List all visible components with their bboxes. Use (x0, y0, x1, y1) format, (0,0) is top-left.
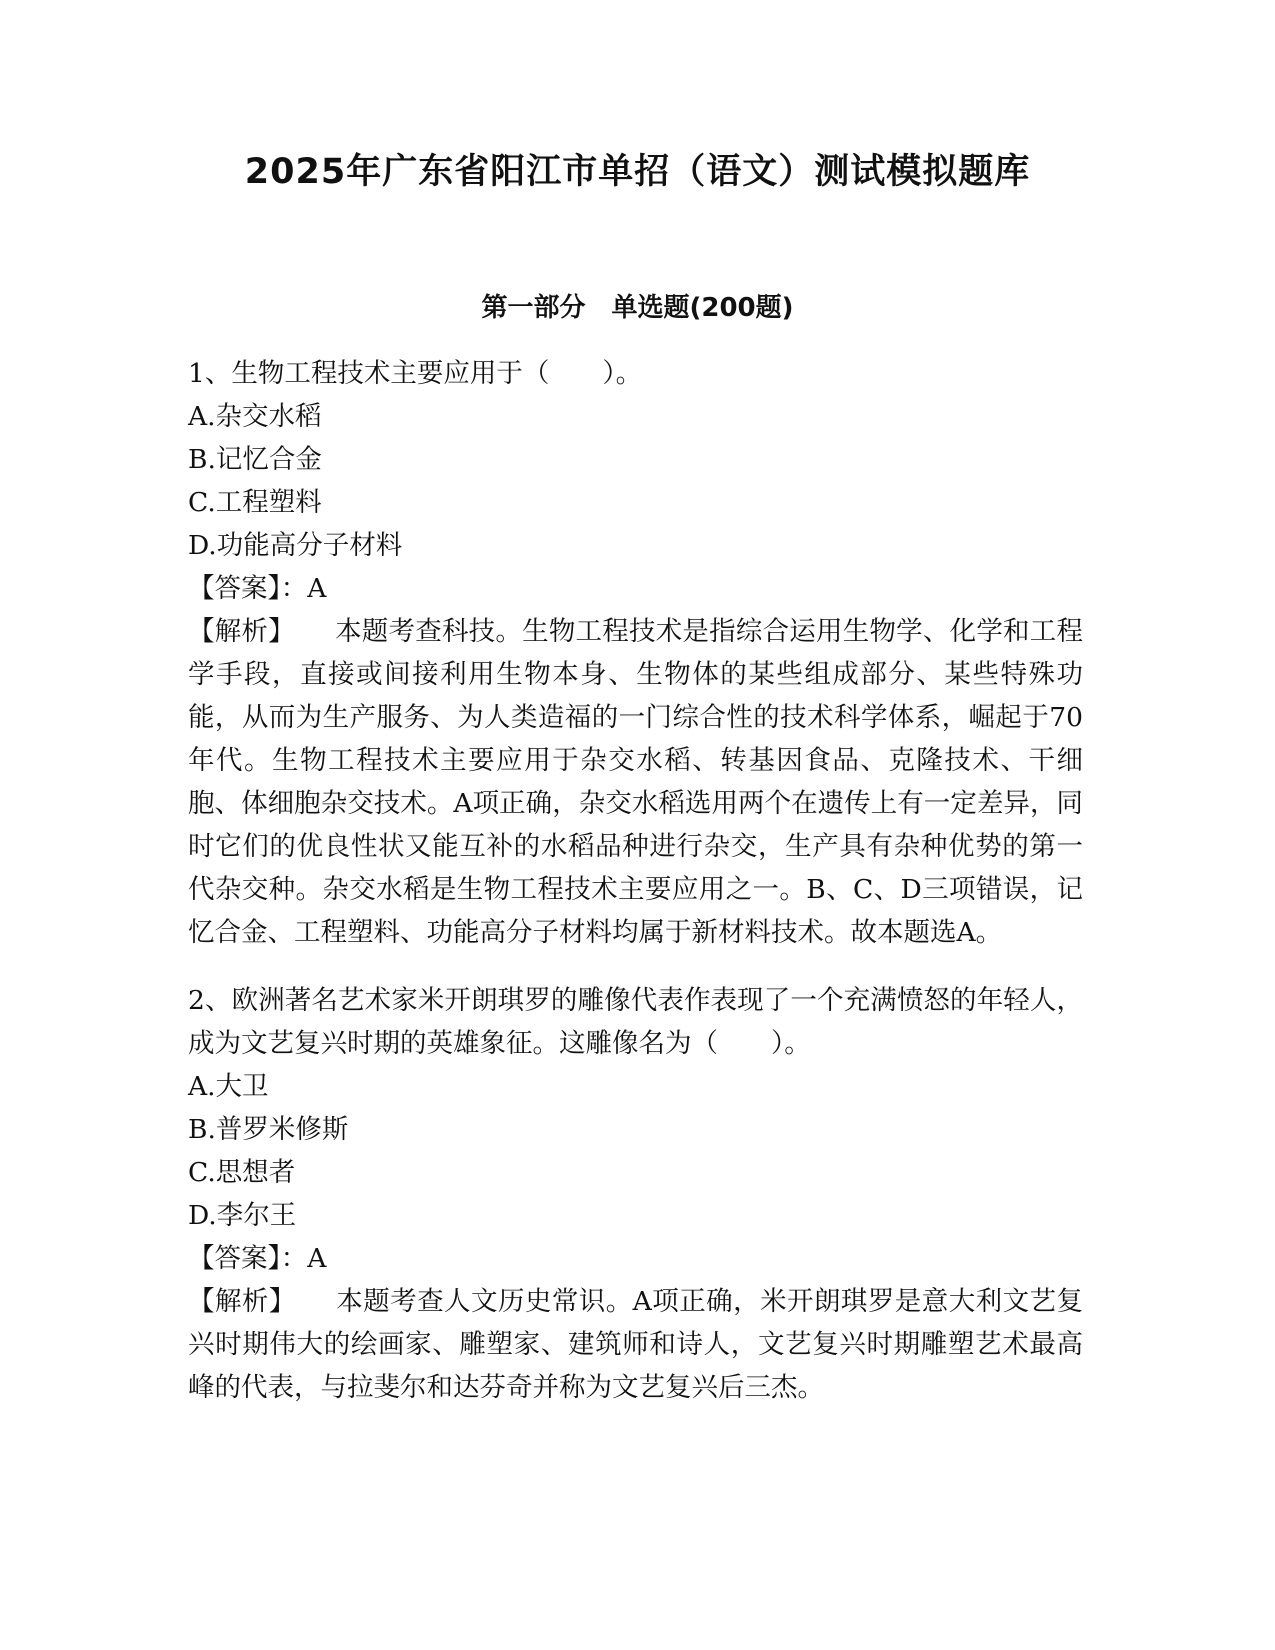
option-d: D.李尔王 (188, 1200, 297, 1231)
answer-line: 【答案】：A (188, 1243, 327, 1274)
question-stem: 1、生物工程技术主要应用于（ ）。 (188, 358, 643, 389)
option-c: C.思想者 (188, 1157, 296, 1188)
analysis-text: 本题考查人文历史常识。A项正确，米开朗琪罗是意大利文艺复兴时期伟大的绘画家、雕塑家、建筑师和诗人，文艺复兴时期雕塑艺术最高峰的代表，与拉斐尔和达芬奇并称为文艺复兴后三杰。 (188, 1286, 1083, 1403)
answer-line: 【答案】：A (188, 573, 327, 604)
analysis-label: 【解析】 (188, 616, 295, 647)
analysis-paragraph (188, 610, 1083, 954)
analysis-paragraph (188, 1280, 1083, 1409)
option-b: B.普罗米修斯 (188, 1114, 349, 1145)
analysis-text: 本题考查科技。生物工程技术是指综合运用生物学、化学和工程学手段，直接或间接利用生物本身、生物体的某些组成部分、某些特殊功能，从而为生产服务、为人类造福的一门综合性的技术科学体系，崛起于70年代。生物工程技术主要应用于杂交水稻、转基因食品、克隆技术、干细胞、体细胞杂交技术。A项正确，杂交水稻选用两个在遗传上有一定差异，同时它们的优良性状又能互补的水稻品种进行杂交，生产具有杂种优势的第一代杂交种。杂交水稻是生物工程技术主要应用之一。B、C、D三项错误，记忆合金、工程塑料、功能高分子材料均属于新材料技术。故本题选A。 (188, 616, 1083, 948)
question-list (188, 352, 1083, 1409)
page-title: 2025年广东省阳江市单招（语文）测试模拟题库 (244, 152, 1031, 192)
option-d: D.功能高分子材料 (188, 530, 403, 561)
question-block (188, 352, 1083, 954)
question-stem: 2、欧洲著名艺术家米开朗琪罗的雕像代表作表现了一个充满愤怒的年轻人，成为文艺复兴时期的英雄象征。这雕像名为（ ）。 (188, 985, 1083, 1059)
section-heading: 第一部分 单选题(200题) (481, 293, 794, 323)
option-c: C.工程塑料 (188, 487, 322, 518)
question-block (188, 979, 1083, 1409)
option-a: A.杂交水稻 (188, 401, 322, 432)
option-b: B.记忆合金 (188, 444, 322, 475)
option-a: A.大卫 (188, 1071, 269, 1102)
analysis-label: 【解析】 (188, 1286, 296, 1317)
